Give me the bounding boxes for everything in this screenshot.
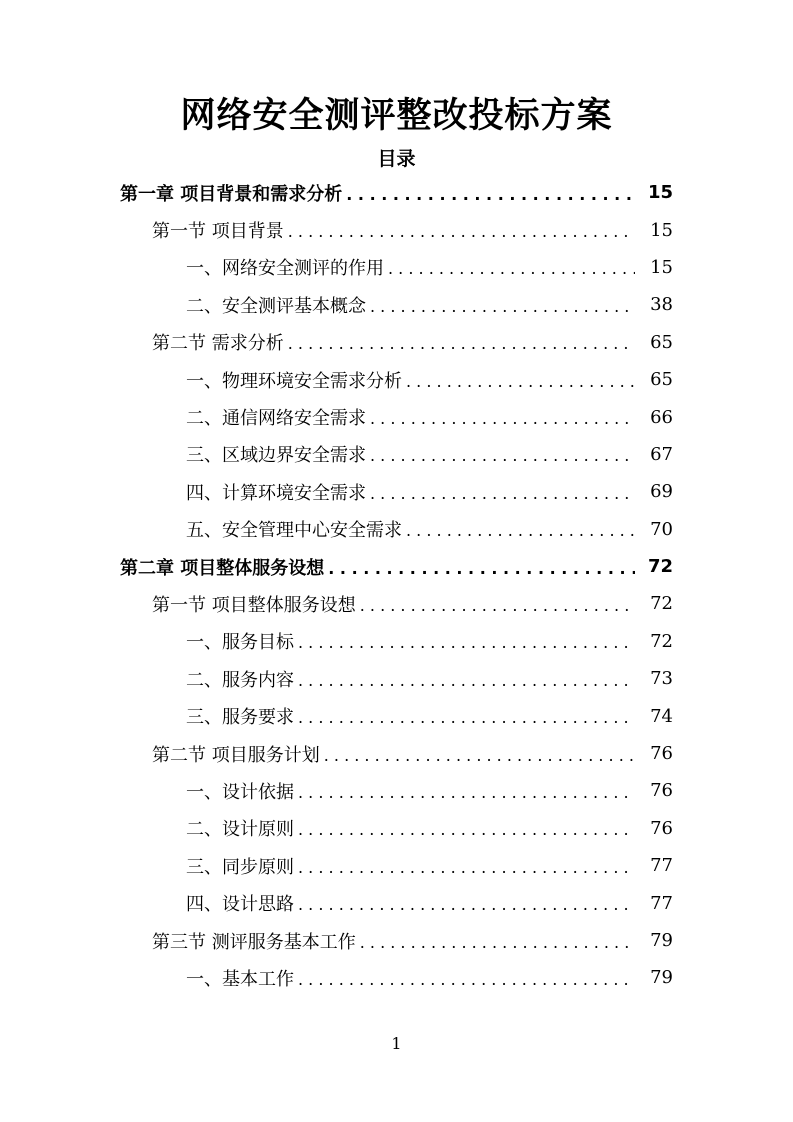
toc-entry-level-3[interactable]	[0, 436, 793, 473]
toc-entry-level-3[interactable]	[0, 697, 793, 734]
toc-entry-text: 第三节 测评服务基本工作	[152, 931, 356, 953]
toc-entry-text: 五、安全管理中心安全需求	[186, 520, 402, 542]
toc-dot-leader	[370, 482, 635, 502]
toc-entry-level-3[interactable]	[0, 398, 793, 435]
toc-entry-level-2[interactable]	[0, 324, 793, 361]
toc-entry-text: 第一章 项目背景和需求分析	[120, 183, 343, 205]
toc-dot-leader	[298, 818, 635, 838]
toc-entry-text: 第二节 项目服务计划	[152, 744, 320, 766]
toc-dot-leader	[328, 557, 635, 577]
toc-entry-page: 65	[650, 331, 673, 353]
toc-entry-level-3[interactable]	[0, 660, 793, 697]
toc-entry-page: 73	[650, 668, 673, 690]
toc-entry-page: 38	[650, 294, 673, 316]
page-number: 1	[391, 1034, 402, 1053]
toc-dot-leader	[298, 856, 635, 876]
toc-entry-text: 三、同步原则	[186, 856, 294, 878]
toc-entry-level-2[interactable]	[0, 211, 793, 248]
toc-entry-level-3[interactable]	[0, 772, 793, 809]
toc-entry-page: 76	[650, 817, 673, 839]
toc-entry-page: 79	[650, 967, 673, 989]
toc-entry-page: 15	[650, 219, 673, 241]
toc-entry-text: 一、物理环境安全需求分析	[186, 370, 402, 392]
toc-dot-leader	[360, 931, 635, 951]
toc-entry-level-1[interactable]	[0, 174, 793, 211]
toc-entry-page: 77	[650, 855, 673, 877]
toc-entry-level-3[interactable]	[0, 249, 793, 286]
toc-dot-leader	[406, 519, 635, 539]
toc-entry-page: 72	[647, 556, 673, 578]
toc-entry-page: 72	[650, 630, 673, 652]
toc-entry-level-3[interactable]	[0, 361, 793, 398]
toc-entry-page: 15	[650, 256, 673, 278]
toc-dot-leader	[298, 781, 635, 801]
toc-entry-level-2[interactable]	[0, 922, 793, 959]
toc-entry-page: 76	[650, 780, 673, 802]
toc-entry-level-2[interactable]	[0, 735, 793, 772]
toc-entry-text: 第二章 项目整体服务设想	[120, 557, 325, 579]
toc-entry-text: 四、计算环境安全需求	[186, 482, 366, 504]
document-title: 网络安全测评整改投标方案	[180, 95, 613, 136]
toc-entry-page: 76	[650, 743, 673, 765]
toc-entry-page: 66	[650, 406, 673, 428]
toc-entry-page: 15	[647, 182, 673, 204]
toc-dot-leader	[298, 706, 635, 726]
toc-heading: 目录	[377, 148, 416, 170]
toc-entry-text: 一、网络安全测评的作用	[186, 258, 384, 280]
toc-dot-leader	[406, 370, 635, 390]
toc-entry-text: 一、设计依据	[186, 781, 294, 803]
toc-dot-leader	[346, 183, 635, 203]
toc-entry-page: 65	[650, 369, 673, 391]
toc-dot-leader	[288, 220, 635, 240]
toc-entry-level-1[interactable]	[0, 548, 793, 585]
toc-dot-leader	[298, 968, 635, 988]
table-of-contents	[0, 174, 793, 997]
toc-dot-leader	[298, 893, 635, 913]
toc-entry-page: 72	[650, 593, 673, 615]
toc-entry-page: 77	[650, 892, 673, 914]
toc-entry-text: 一、基本工作	[186, 968, 294, 990]
toc-entry-level-3[interactable]	[0, 847, 793, 884]
toc-entry-text: 第一节 项目整体服务设想	[152, 594, 356, 616]
toc-entry-page: 70	[650, 518, 673, 540]
toc-dot-leader	[370, 295, 635, 315]
toc-entry-level-3[interactable]	[0, 884, 793, 921]
toc-entry-level-2[interactable]	[0, 585, 793, 622]
toc-entry-page: 67	[650, 443, 673, 465]
toc-entry-text: 三、区域边界安全需求	[186, 445, 366, 467]
toc-entry-text: 第二节 需求分析	[152, 333, 284, 355]
toc-dot-leader	[360, 594, 635, 614]
toc-entry-level-3[interactable]	[0, 286, 793, 323]
toc-entry-text: 二、服务内容	[186, 669, 294, 691]
toc-entry-text: 第一节 项目背景	[152, 221, 284, 243]
toc-dot-leader	[298, 631, 635, 651]
toc-entry-level-3[interactable]	[0, 810, 793, 847]
toc-entry-text: 二、设计原则	[186, 819, 294, 841]
toc-entry-page: 69	[650, 481, 673, 503]
toc-dot-leader	[298, 669, 635, 689]
toc-entry-page: 74	[650, 705, 673, 727]
toc-dot-leader	[388, 257, 635, 277]
toc-dot-leader	[288, 332, 635, 352]
toc-entry-level-3[interactable]	[0, 511, 793, 548]
toc-dot-leader	[324, 744, 635, 764]
toc-entry-level-3[interactable]	[0, 959, 793, 996]
toc-entry-level-3[interactable]	[0, 473, 793, 510]
toc-entry-text: 二、通信网络安全需求	[186, 408, 366, 430]
toc-dot-leader	[370, 444, 635, 464]
toc-dot-leader	[370, 407, 635, 427]
toc-entry-text: 四、设计思路	[186, 894, 294, 916]
toc-entry-text: 二、安全测评基本概念	[186, 295, 366, 317]
toc-entry-level-3[interactable]	[0, 623, 793, 660]
toc-entry-page: 79	[650, 930, 673, 951]
toc-entry-text: 三、服务要求	[186, 707, 294, 729]
toc-entry-text: 一、服务目标	[186, 632, 294, 654]
